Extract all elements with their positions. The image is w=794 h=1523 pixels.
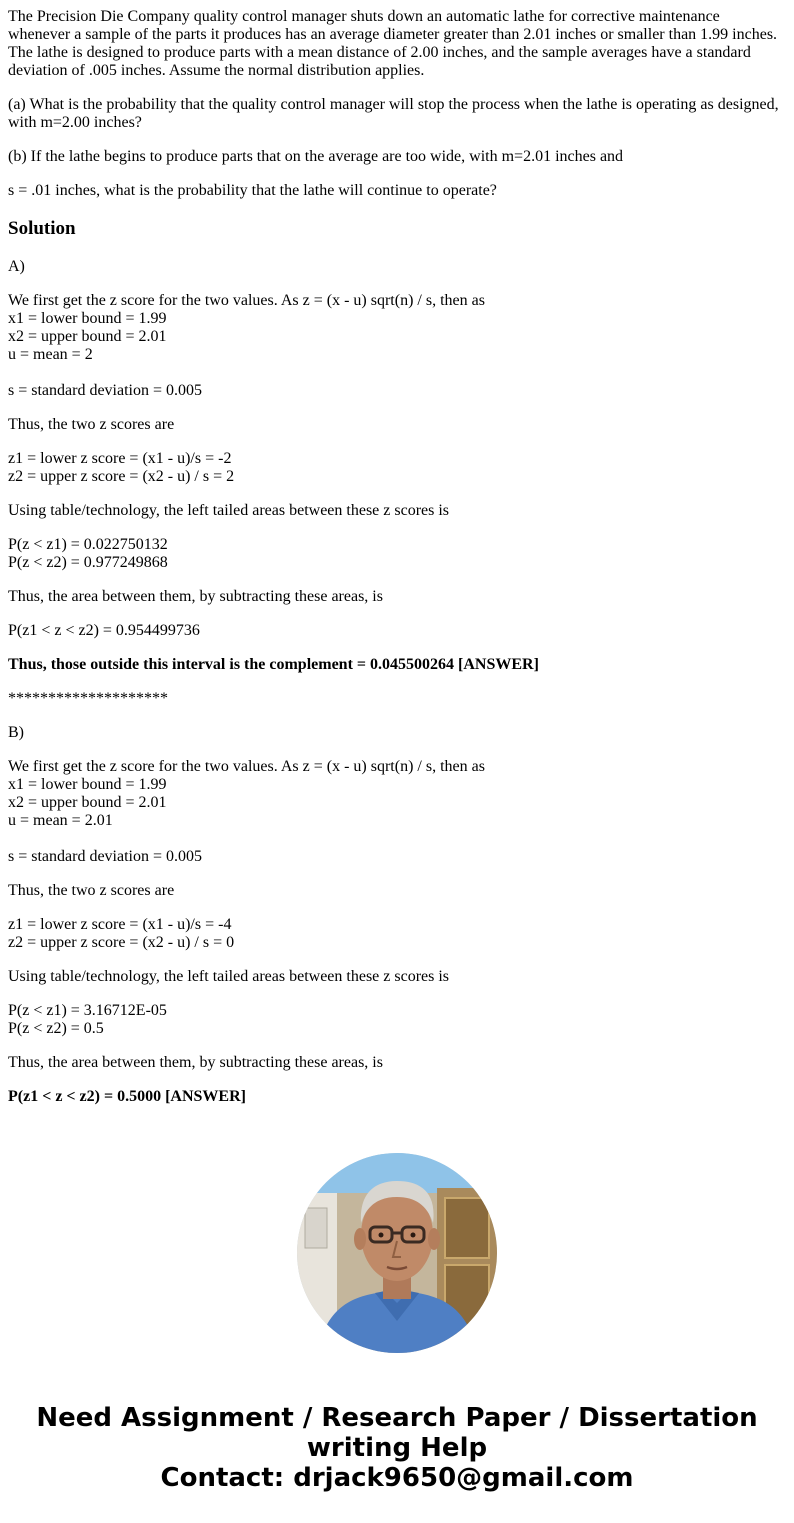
part-b-two-z: Thus, the two z scores are	[8, 882, 175, 899]
part-a-p1: P(z < z1) = 0.022750132	[8, 536, 168, 553]
part-b-p1: P(z < z1) = 3.16712E-05	[8, 1002, 167, 1019]
part-a-givens	[8, 292, 782, 400]
blank-line	[8, 830, 782, 848]
part-b-z2: z2 = upper z score = (x2 - u) / s = 0	[8, 934, 235, 951]
part-b-p2: P(z < z2) = 0.5	[8, 1020, 104, 1037]
promo-contact-line: Contact: drjack9650@gmail.com	[160, 1463, 634, 1493]
part-a-mean: u = mean = 2	[8, 346, 93, 363]
author-avatar	[297, 1153, 497, 1353]
part-a-between: P(z1 < z < z2) = 0.954499736	[8, 622, 200, 639]
part-b-probabilities	[8, 1002, 782, 1038]
part-a-zscores	[8, 450, 782, 486]
part-b-zscores	[8, 916, 782, 952]
promo-line-2: writing Help	[306, 1433, 488, 1463]
part-a-probabilities	[8, 536, 782, 572]
part-a-z2: z2 = upper z score = (x2 - u) / s = 2	[8, 468, 235, 485]
part-b-mean: u = mean = 2.01	[8, 812, 113, 829]
part-b-stdev: s = standard deviation = 0.005	[8, 848, 203, 865]
contact-banner	[0, 1403, 794, 1493]
question-part-b-continued: s = .01 inches, what is the probability that the lathe will continue to operate?	[8, 182, 497, 199]
part-a-label: A)	[8, 258, 25, 275]
solution-heading: Solution	[8, 218, 76, 239]
part-a-table-line: Using table/technology, the left tailed areas between these z scores is	[8, 502, 450, 519]
part-a-answer: Thus, those outside this interval is the complement = 0.045500264 [ANSWER]	[8, 656, 539, 673]
part-b-x1: x1 = lower bound = 1.99	[8, 776, 167, 793]
question-part-b: (b) If the lathe begins to produce parts that on the average are too wide, with m=2.01 inches and	[8, 148, 624, 165]
solution-document	[8, 0, 782, 1123]
part-a-x1: x1 = lower bound = 1.99	[8, 310, 167, 327]
part-b-table-line: Using table/technology, the left tailed areas between these z scores is	[8, 968, 450, 985]
question-intro: The Precision Die Company quality control manager shuts down an automatic lathe for corrective maintenance whenever a sample of the parts it produces has an average diameter greater than 2.01 inches or smaller than 1.99 inches. The lathe is designed to produce parts with a mean distance of 2.00 inches, and the sample averages have a standard deviation of .005 inches. Assume the normal distribution applies.	[8, 8, 778, 79]
author-portrait-image	[297, 1153, 497, 1353]
part-a-subtract: Thus, the area between them, by subtracting these areas, is	[8, 588, 383, 605]
part-b-x2: x2 = upper bound = 2.01	[8, 794, 167, 811]
part-a-p2: P(z < z2) = 0.977249868	[8, 554, 168, 571]
part-b-z1: z1 = lower z score = (x1 - u)/s = -4	[8, 916, 232, 933]
part-b-intro: We first get the z score for the two values. As z = (x - u) sqrt(n) / s, then as	[8, 758, 485, 775]
part-b-answer: P(z1 < z < z2) = 0.5000 [ANSWER]	[8, 1088, 246, 1105]
blank-line	[8, 364, 782, 382]
part-a-x2: x2 = upper bound = 2.01	[8, 328, 167, 345]
part-b-givens	[8, 758, 782, 866]
part-a-two-z: Thus, the two z scores are	[8, 416, 175, 433]
part-b-label: B)	[8, 724, 24, 741]
part-a-intro: We first get the z score for the two values. As z = (x - u) sqrt(n) / s, then as	[8, 292, 485, 309]
part-a-z1: z1 = lower z score = (x1 - u)/s = -2	[8, 450, 232, 467]
part-a-stdev: s = standard deviation = 0.005	[8, 382, 203, 399]
question-part-a: (a) What is the probability that the quality control manager will stop the process when the lathe is operating as designed, with m=2.00 inches?	[8, 96, 779, 131]
promo-line-1: Need Assignment / Research Paper / Dissertation	[36, 1403, 758, 1433]
separator: ********************	[8, 690, 168, 707]
part-b-subtract: Thus, the area between them, by subtracting these areas, is	[8, 1054, 383, 1071]
